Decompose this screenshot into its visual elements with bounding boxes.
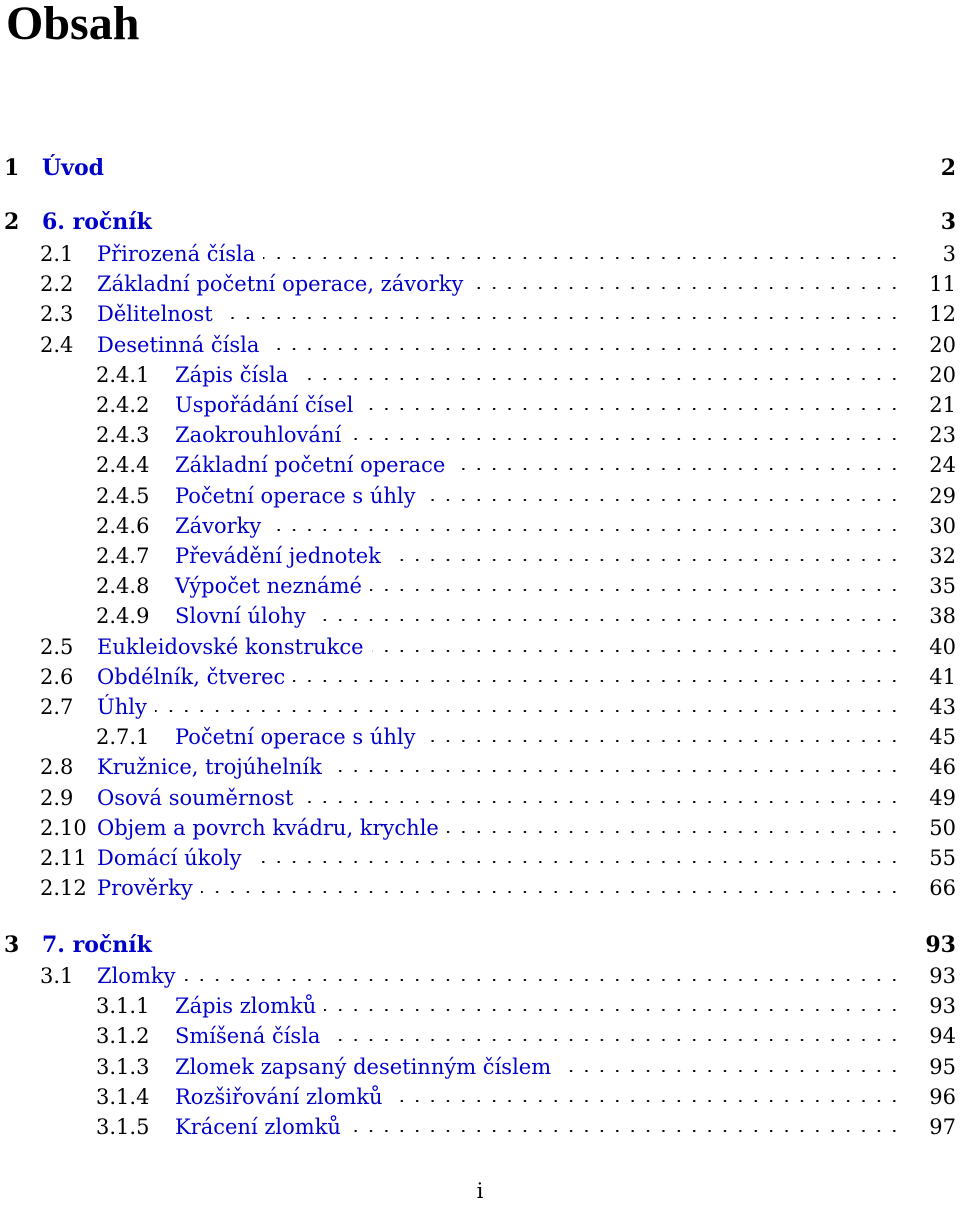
dot-leader — [269, 511, 902, 541]
toc-entry-link[interactable]: Početní operace s úhly — [175, 483, 416, 508]
toc-entry-page: 49 — [929, 785, 956, 810]
dot-leader — [296, 360, 902, 390]
toc-entry[interactable] — [0, 632, 960, 662]
dot-leader — [328, 1021, 902, 1051]
toc-entry-link[interactable]: Uspořádání čísel — [175, 393, 354, 417]
dot-leader — [349, 420, 902, 450]
toc-entry-number: 2 — [4, 209, 20, 235]
toc-entry[interactable] — [0, 813, 960, 843]
toc-entry-page: 93 — [929, 964, 956, 988]
toc-entry[interactable] — [0, 1052, 960, 1082]
toc-entry-number: 3.1.1 — [96, 994, 150, 1019]
dot-leader — [349, 1112, 902, 1142]
toc-entry-number: 2.9 — [40, 785, 74, 810]
toc-entry-link[interactable]: Zápis zlomků — [175, 994, 317, 1019]
toc-entry-number: 2.1 — [40, 242, 74, 266]
toc-entry[interactable] — [0, 662, 960, 692]
toc-entry-page: 23 — [929, 423, 956, 448]
toc-entry[interactable] — [0, 1021, 960, 1051]
toc-entry-page: 45 — [929, 725, 956, 750]
toc-entry-link[interactable]: Domácí úkoly — [97, 846, 242, 870]
toc-entry-page: 30 — [929, 513, 956, 538]
toc-entry-number: 2.6 — [40, 664, 74, 689]
toc-entry-number: 2.3 — [40, 302, 74, 327]
dot-leader — [221, 299, 902, 329]
toc-entry-number: 2.4.1 — [96, 362, 150, 387]
dot-leader — [424, 722, 902, 752]
toc-entry-link[interactable]: Závorky — [175, 513, 262, 538]
dot-leader — [201, 873, 902, 903]
toc-entry-number: 2.4.9 — [96, 604, 150, 629]
toc-entry-page: 40 — [929, 634, 956, 659]
toc-entry[interactable] — [0, 873, 960, 903]
dot-leader — [263, 239, 902, 269]
toc-entry-link[interactable]: Kružnice, trojúhelník — [97, 755, 322, 780]
toc-entry-number: 2.4.2 — [96, 393, 150, 417]
toc-entry[interactable] — [0, 961, 960, 991]
dot-leader — [314, 601, 902, 631]
toc-entry-link[interactable]: Obdélník, čtverec — [97, 664, 286, 689]
toc-entry-number: 1 — [4, 155, 20, 181]
toc-entry[interactable] — [0, 930, 960, 960]
page-number-footer: i — [476, 1179, 484, 1203]
toc-entry-number: 2.4.7 — [96, 544, 150, 568]
toc-entry[interactable] — [0, 420, 960, 450]
toc-entry-number: 2.7.1 — [96, 725, 150, 750]
toc-entry-link[interactable]: Eukleidovské konstrukce — [97, 634, 364, 659]
toc-entry-page: 43 — [929, 695, 956, 719]
toc-entry[interactable] — [0, 450, 960, 480]
toc-entry[interactable] — [0, 991, 960, 1021]
toc-entry-link[interactable]: Základní početní operace — [175, 453, 446, 478]
toc-entry-page: 93 — [925, 932, 956, 958]
toc-entry[interactable] — [0, 692, 960, 722]
page-title: Obsah — [6, 0, 140, 50]
toc-entry-number: 2.12 — [40, 876, 87, 901]
toc-entry-number: 2.4.3 — [96, 423, 150, 448]
toc-entry-page: 3 — [942, 242, 956, 266]
toc-entry-number: 3.1.3 — [96, 1054, 150, 1079]
toc-entry-number: 3 — [4, 932, 20, 958]
dot-leader — [447, 813, 902, 843]
toc-entry[interactable] — [0, 299, 960, 329]
toc-entry[interactable] — [0, 239, 960, 269]
toc-entry-number: 2.4.8 — [96, 574, 150, 599]
toc-entry-link[interactable]: Převádění jednotek — [175, 544, 381, 568]
dot-leader — [559, 1052, 902, 1082]
toc-entry[interactable] — [0, 722, 960, 752]
toc-entry[interactable] — [0, 481, 960, 511]
toc-entry-page: 66 — [929, 876, 956, 901]
toc-entry-link[interactable]: Objem a povrch kvádru, krychle — [97, 815, 439, 840]
dot-leader — [324, 991, 902, 1021]
toc-entry-page: 29 — [929, 483, 956, 508]
toc-entry-link[interactable]: Zlomky — [97, 964, 176, 988]
dot-leader — [424, 481, 902, 511]
toc-entry-number: 3.1.4 — [96, 1084, 150, 1109]
toc-entry-link[interactable]: Zaokrouhlování — [175, 423, 342, 448]
dot-leader — [389, 541, 902, 571]
toc-entry-number: 2.4.5 — [96, 483, 150, 508]
toc-entry[interactable] — [0, 390, 960, 420]
toc-entry-page: 95 — [929, 1054, 956, 1079]
toc-entry[interactable] — [0, 571, 960, 601]
toc-entry-page: 38 — [929, 604, 956, 629]
toc-entry-number: 2.4.4 — [96, 453, 150, 478]
toc-entry-page: 20 — [929, 362, 956, 387]
dot-leader — [471, 269, 902, 299]
toc-entry-link[interactable]: Smíšená čísla — [175, 1024, 321, 1049]
toc-entry-link[interactable]: Početní operace s úhly — [175, 725, 416, 750]
toc-entry-link[interactable]: Úvod — [42, 155, 105, 181]
toc-entry[interactable] — [0, 153, 960, 183]
toc-entry-number: 2.11 — [40, 846, 87, 870]
dot-leader — [361, 390, 902, 420]
toc-entry-page: 50 — [929, 815, 956, 840]
toc-entry-number: 2.2 — [40, 272, 74, 297]
toc-entry[interactable] — [0, 511, 960, 541]
toc-entry-link[interactable]: 7. ročník — [42, 932, 152, 958]
toc-entry-link[interactable]: Rozšiřování zlomků — [175, 1084, 383, 1109]
toc-entry-link[interactable]: Prověrky — [97, 876, 193, 901]
toc-entry-link[interactable]: 6. ročník — [42, 209, 152, 235]
toc-entry-page: 24 — [929, 453, 956, 478]
toc-entry-page: 55 — [929, 846, 956, 870]
toc-entry-link[interactable]: Základní početní operace, závorky — [97, 272, 464, 297]
toc-entry-page: 96 — [929, 1084, 956, 1109]
dot-leader — [391, 1082, 902, 1112]
toc-entry[interactable] — [0, 752, 960, 782]
dot-leader — [267, 330, 902, 360]
toc-entry-number: 3.1 — [40, 964, 74, 988]
dot-leader — [453, 450, 902, 480]
toc-entry[interactable] — [0, 541, 960, 571]
toc-entry-page: 97 — [929, 1115, 956, 1139]
toc-entry-link[interactable]: Krácení zlomků — [175, 1115, 341, 1139]
toc-entry[interactable] — [0, 843, 960, 873]
toc-entry-number: 3.1.2 — [96, 1024, 150, 1049]
toc-entry-number: 2.4.6 — [96, 513, 150, 538]
toc-entry-link[interactable]: Osová souměrnost — [97, 785, 294, 810]
toc-entry[interactable] — [0, 330, 960, 360]
toc-entry-number: 2.7 — [40, 695, 74, 719]
toc-entry-link[interactable]: Dělitelnost — [97, 302, 213, 327]
toc-entry[interactable] — [0, 1082, 960, 1112]
toc-entry-link[interactable]: Desetinná čísla — [97, 332, 260, 357]
toc-entry[interactable] — [0, 207, 960, 237]
toc-entry-page: 3 — [940, 209, 956, 235]
toc-entry-link[interactable]: Úhly — [97, 695, 147, 719]
toc-entry-page: 2 — [940, 155, 956, 181]
dot-leader — [250, 843, 902, 873]
dot-leader — [370, 571, 902, 601]
toc-entry[interactable] — [0, 269, 960, 299]
toc-entry-page: 94 — [929, 1024, 956, 1049]
toc-entry-page: 32 — [929, 544, 956, 568]
toc-entry-number: 2.5 — [40, 634, 74, 659]
toc-entry[interactable] — [0, 601, 960, 631]
toc-entry-number: 3.1.5 — [96, 1115, 150, 1139]
toc-entry-page: 20 — [929, 332, 956, 357]
toc-entry-link[interactable]: Slovní úlohy — [175, 604, 306, 629]
toc-entry[interactable] — [0, 1112, 960, 1142]
toc-entry-number: 2.8 — [40, 755, 74, 780]
toc-entry-page: 41 — [929, 664, 956, 689]
toc-entry[interactable] — [0, 360, 960, 390]
toc-entry-number: 2.4 — [40, 332, 74, 357]
dot-leader — [183, 961, 902, 991]
toc-entry-link[interactable]: Zápis čísla — [175, 362, 289, 387]
toc-entry-page: 21 — [929, 393, 956, 417]
dot-leader — [155, 692, 902, 722]
toc-entry-link[interactable]: Výpočet neznámé — [175, 574, 362, 599]
toc-entry-page: 11 — [929, 272, 956, 297]
toc-entry[interactable] — [0, 783, 960, 813]
dot-leader — [293, 662, 902, 692]
toc-entry-number: 2.10 — [40, 815, 87, 840]
toc-entry-link[interactable]: Zlomek zapsaný desetinným číslem — [175, 1054, 552, 1079]
toc-entry-page: 93 — [929, 994, 956, 1019]
dot-leader — [372, 632, 902, 662]
dot-leader — [330, 752, 902, 782]
toc-entry-link[interactable]: Přirozená čísla — [97, 242, 256, 266]
toc-entry-page: 46 — [929, 755, 956, 780]
dot-leader — [301, 783, 902, 813]
toc-entry-page: 12 — [929, 302, 956, 327]
toc-entry-page: 35 — [929, 574, 956, 599]
